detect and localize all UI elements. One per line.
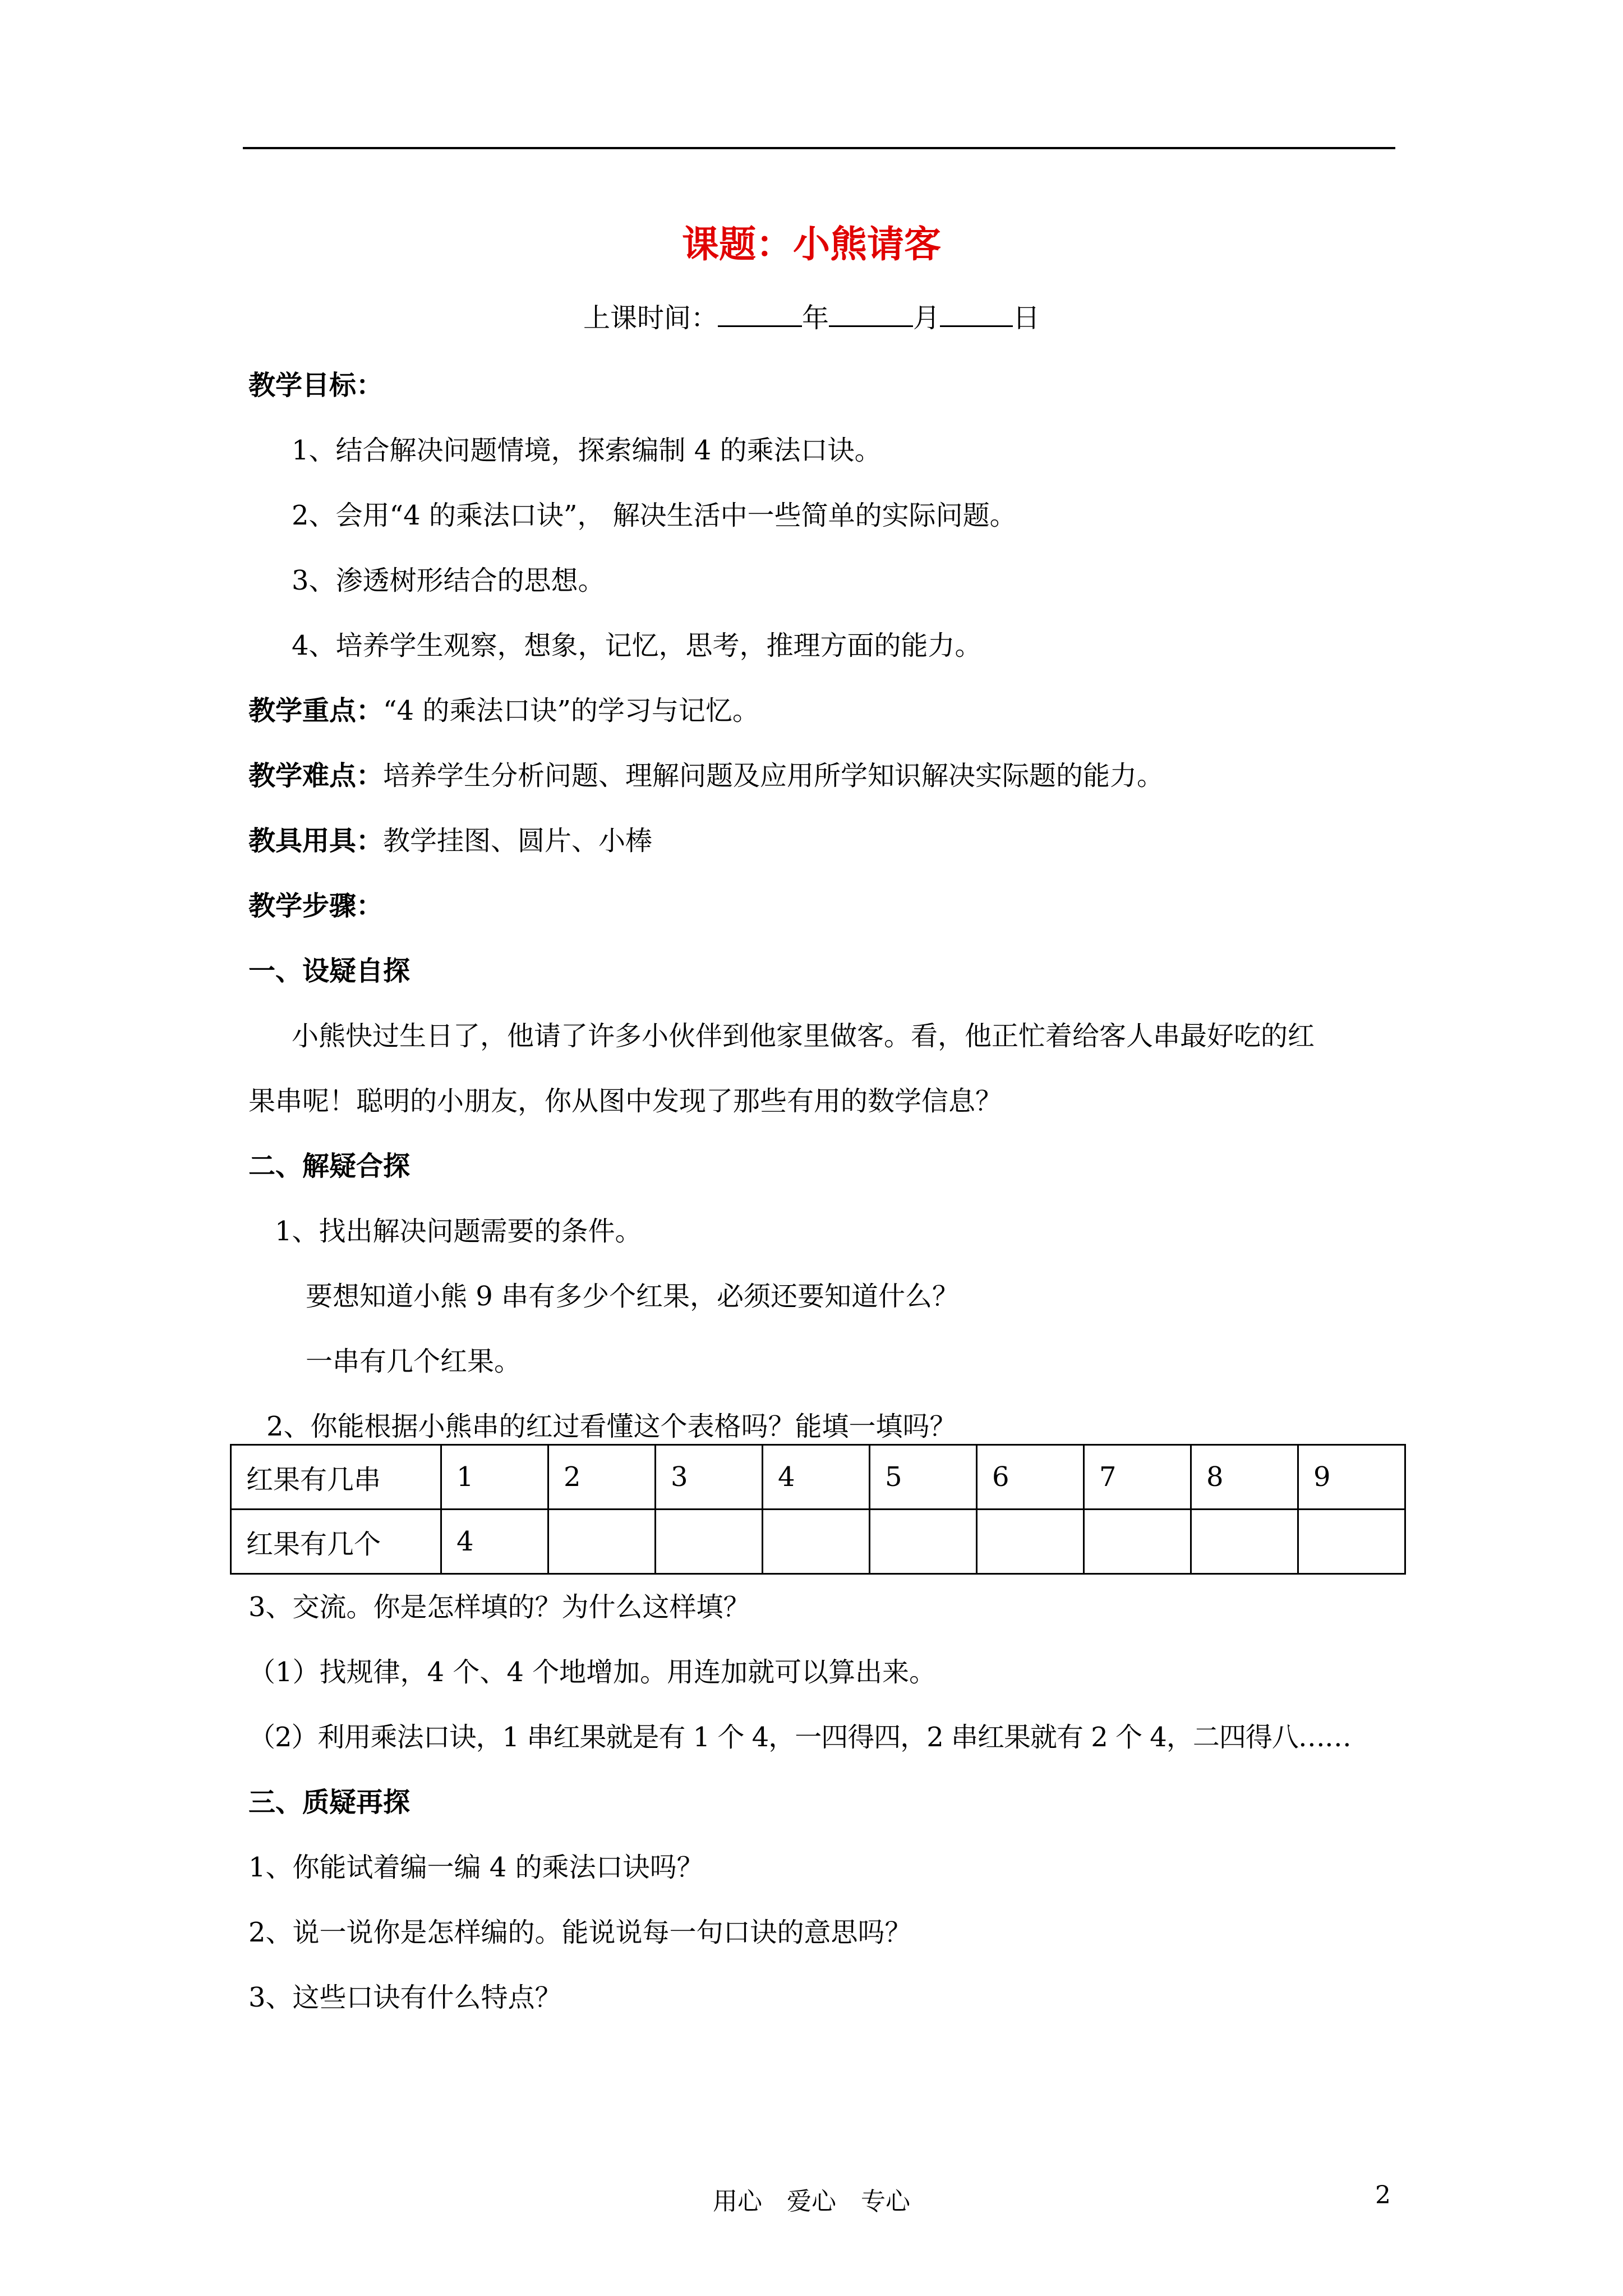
table-cell: 5 <box>870 1445 977 1510</box>
objective-item: 1、结合解决问题情境，探索编制 4 的乘法口诀。 <box>292 435 882 466</box>
section2-item: 2、你能根据小熊串的红过看懂这个表格吗？能填一填吗？ <box>266 1411 957 1442</box>
key-point-text: “4 的乘法口诀”的学习与记忆。 <box>383 695 759 726</box>
difficulty <box>248 754 1164 793</box>
section2-answer: 一串有几个红果。 <box>306 1346 522 1377</box>
date-label: 上课时间： <box>583 302 718 334</box>
objective-item: 3、渗透树形结合的思想。 <box>292 565 605 596</box>
section3-heading: 三、质疑再探 <box>248 1787 411 1818</box>
lesson-title: 课题：小熊请客 <box>682 222 941 266</box>
class-date-line <box>583 296 1040 335</box>
table-cell <box>1298 1510 1405 1574</box>
table-cell: 9 <box>1298 1445 1405 1510</box>
table-cell: 3 <box>656 1445 763 1510</box>
difficulty-label: 教学难点： <box>248 760 384 792</box>
key-point-label: 教学重点： <box>248 695 384 726</box>
section1-heading: 一、设疑自探 <box>248 955 411 987</box>
year-blank <box>718 298 802 327</box>
table-cell <box>977 1510 1084 1574</box>
table-row <box>231 1445 1405 1510</box>
header-rule <box>243 147 1395 149</box>
section3-item: 3、这些口诀有什么特点？ <box>248 1982 562 2013</box>
table-cell <box>1084 1510 1191 1574</box>
tools-label: 教具用具： <box>248 825 384 857</box>
difficulty-text: 培养学生分析问题、理解问题及应用所学知识解决实际题的能力。 <box>383 760 1164 792</box>
exchange-line: 3、交流。你是怎样填的？为什么这样填？ <box>248 1591 750 1623</box>
section3-item: 2、说一说你是怎样编的。能说说每一句口诀的意思吗？ <box>248 1917 912 1948</box>
table-cell: 2 <box>548 1445 656 1510</box>
key-point <box>248 689 759 728</box>
table-row <box>231 1510 1405 1574</box>
fruit-table <box>230 1444 1406 1575</box>
year-label: 年 <box>802 302 829 334</box>
day-label: 日 <box>1013 302 1040 334</box>
table-cell <box>763 1510 870 1574</box>
objectives-heading: 教学目标： <box>248 370 384 401</box>
month-blank <box>829 298 913 327</box>
table-cell: 6 <box>977 1445 1084 1510</box>
page-number: 2 <box>1375 2181 1391 2210</box>
objective-item: 2、会用“4 的乘法口诀”， 解决生活中一些简单的实际问题。 <box>292 500 1017 531</box>
tools-text: 教学挂图、圆片、小棒 <box>383 825 653 857</box>
exchange-sub: （1）找规律，4 个、4 个地增加。用连加就可以算出来。 <box>248 1657 937 1688</box>
steps-heading: 教学步骤： <box>248 890 384 922</box>
table-row-label: 红果有几个 <box>231 1510 441 1574</box>
tools <box>248 819 652 858</box>
table-cell <box>1191 1510 1298 1574</box>
table-cell <box>548 1510 656 1574</box>
day-blank <box>940 298 1013 327</box>
table-cell: 7 <box>1084 1445 1191 1510</box>
table-cell: 8 <box>1191 1445 1298 1510</box>
section1-paragraph-line: 小熊快过生日了，他请了许多小伙伴到他家里做客。看，他正忙着给客人串最好吃的红 <box>292 1020 1315 1052</box>
section3-item: 1、你能试着编一编 4 的乘法口诀吗？ <box>248 1852 704 1883</box>
section2-heading: 二、解疑合探 <box>248 1151 411 1182</box>
section1-paragraph-line: 果串呢！聪明的小朋友，你从图中发现了那些有用的数学信息？ <box>248 1085 1003 1117</box>
table-cell <box>656 1510 763 1574</box>
month-label: 月 <box>913 302 940 334</box>
table-row-label: 红果有几串 <box>231 1445 441 1510</box>
table-cell: 1 <box>441 1445 548 1510</box>
table-cell: 4 <box>763 1445 870 1510</box>
footer-motto: 用心 爱心 专心 <box>713 2187 910 2216</box>
table-cell: 4 <box>441 1510 548 1574</box>
objective-item: 4、培养学生观察，想象，记忆，思考，推理方面的能力。 <box>292 630 982 661</box>
section2-question: 要想知道小熊 9 串有多少个红果，必须还要知道什么？ <box>306 1281 960 1312</box>
section2-item: 1、找出解决问题需要的条件。 <box>275 1216 642 1247</box>
exchange-sub: （2）利用乘法口诀，1 串红果就是有 1 个 4，一四得四，2 串红果就有 2 个 4，二四得八…… <box>248 1722 1351 1753</box>
table-cell <box>870 1510 977 1574</box>
